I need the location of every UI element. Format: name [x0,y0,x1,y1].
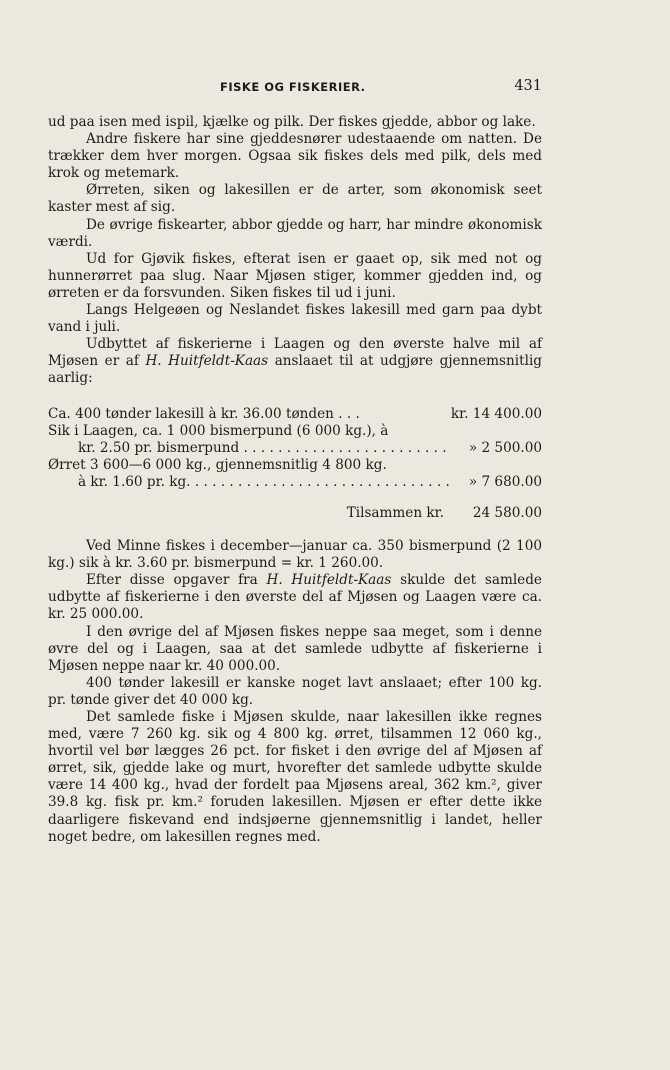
row-amount [450,457,542,474]
row-label: à kr. 1.60 pr. kg. . . . [48,474,450,491]
total-amount: 24 580.00 [472,504,542,521]
running-title: FISKE OG FISKERIER. [220,80,366,94]
bottom-paragraphs-2 [48,624,542,846]
table-row [48,440,542,457]
paragraph-udbytte: Udbyttet af fiskerierne i Laagen og den øverste halve mil af Mjøsen er af H. Huitfeldt-Kaas anslaaet til at udgjøre gjennemsnitlig aarlig: [48,336,542,387]
table-row [48,457,542,474]
table-row [48,423,542,440]
table-total [48,505,542,522]
bottom-paragraphs-1 [48,538,542,572]
paragraph: I den øvrige del af Mjøsen fiskes neppe saa meget, som i denne øvre del og i Laagen, saa at det samlede udbytte af fiskerierne i Mjøsen neppe naar kr. 40 000.00. [48,623,542,674]
paragraph: Ved Minne fiskes i december—januar ca. 350 bismerpund (2 100 kg.) sik à kr. 3.60 pr. bismerpund = kr. 1 260.00. [48,538,542,572]
top-paragraphs [48,114,542,336]
row-amount: » 7 680.00 [468,473,542,490]
page-header [48,80,542,98]
row-amount: kr. 14 400.00 [450,405,542,422]
author-name: H. Huitfeldt-Kaas [145,353,269,370]
page-number: 431 [514,78,542,94]
table-row [48,474,542,491]
row-label: kr. 2.50 pr. bismerpund . . . [48,440,450,457]
total-label: Tilsammen kr. [346,504,444,521]
paragraph: De øvrige fiskearter, abbor gjedde og harr, har mindre økonomisk værdi. [48,216,542,250]
row-label: Sik i Laagen, ca. 1 000 bismerpund (6 000 kg.), à [48,422,389,439]
row-label: Ørret 3 600—6 000 kg., gjennemsnitlig 4 800 kg. [48,456,387,473]
row-amount: » 2 500.00 [468,439,542,456]
table-row [48,406,542,423]
yield-table [48,406,542,491]
paragraph: Det samlede fiske i Mjøsen skulde, naar lakesillen ikke regnes med, være 7 260 kg. sik og 4 800 kg. ørret, tilsammen 12 060 kg., hvortil vel bør lægges 26 pct. for fisket i den øvrige del af Mjøsen af ørret, sik, gjedde lake og murt, hvorefter det samlede udbytte skulde være 14 400 kg., hvad der fordelt paa Mjøsens areal, 362 km.², giver 39.8 kg. fisk pr. km.² foruden lakesillen. Mjøsen er efter dette ikke daarligere fiskevand end indsjøerne gjennemsnitlig i landet, heller noget bedre, om lakesillen regnes med. [48,709,542,845]
paragraph: Andre fiskere har sine gjeddesnører udestaaende om natten. De trækker dem hver morgen. Ogsaa sik fiskes dels med pilk, dels med krok og metemark. [48,131,542,182]
bottom-section [48,538,542,846]
author-name: H. Huitfeldt-Kaas [266,572,392,589]
paragraph-efter: Efter disse opgaver fra H. Huitfeldt-Kaas skulde det samlede udbytte af fiskerierne i den øverste del af Mjøsen og Laagen være ca. kr. 25 000.00. [48,572,542,623]
paragraph: Ørreten, siken og lakesillen er de arter, som økonomisk seet kaster mest af sig. [48,182,542,216]
paragraph: Ud for Gjøvik fiskes, efterat isen er gaaet op, sik med not og hunnerørret paa slug. Naar Mjøsen stiger, kommer gjedden ind, og ørreten er da forsvunden. Siken fiskes til ud i juni. [48,250,542,301]
row-label: Ca. 400 tønder lakesill à kr. 36.00 tønden . . . [48,405,360,422]
paragraph: ud paa isen med ispil, kjælke og pilk. Der fiskes gjedde, abbor og lake. [48,114,536,130]
paragraph: 400 tønder lakesill er kanske noget lavt anslaaet; efter 100 kg. pr. tønde giver det 40 000 kg. [48,674,542,708]
paragraph: Langs Helgeøen og Neslandet fiskes lakesill med garn paa dybt vand i juli. [48,302,542,336]
row-amount [450,423,542,440]
body-text [48,114,542,846]
